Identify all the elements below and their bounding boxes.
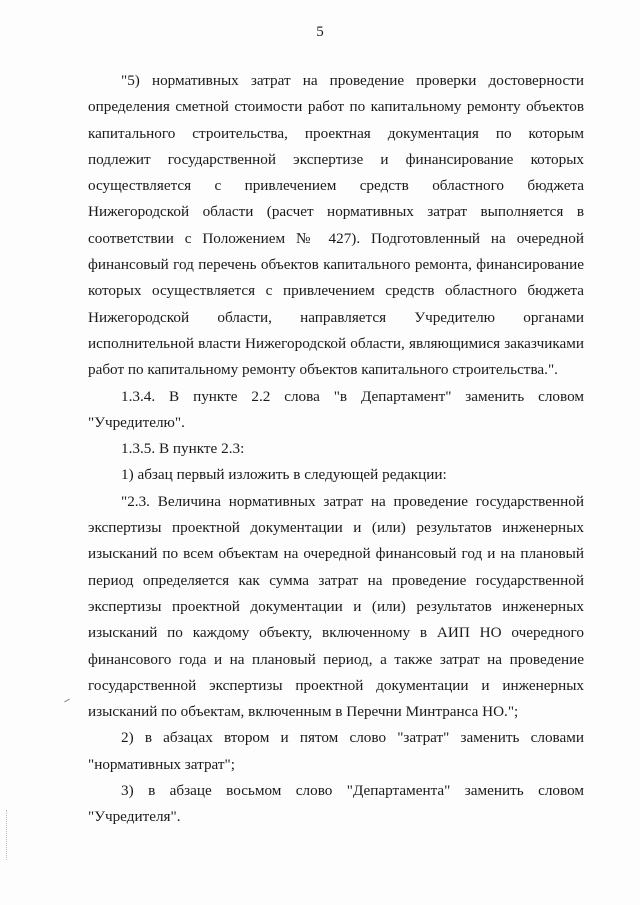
paragraph-subitem-2: 2) в абзацах втором и пятом слово "затрат" заменить словами "нормативных затрат"; <box>88 729 584 773</box>
page-number: 5 <box>316 24 324 40</box>
paragraph-item-5-normative-costs: "5) нормативных затрат на проведение проверки достоверности определения сметной стоимости работ по капитальному ремонту объектов капитального строительства, проектная документация по которым подлежит государственной экспертизе и финансирование которых осуществляется с привлечением средств областного бюджета Нижегородской области (расчет нормативных затрат выполняется в соответствии с Положением № 427). Подготовленный на очередной финансовый год перечень объектов капитального ремонта, финансирование которых осуществляется с привлечением средств областного бюджета Нижегородской области, направляется Учредителю органами исполнительной власти Нижегородской области, являющимися заказчиками работ по капитальному ремонту объектов капитального строительства.". <box>88 72 584 379</box>
margin-mark <box>64 699 70 703</box>
paragraph-1-3-4: 1.3.4. В пункте 2.2 слова "в Департамент" заменить словом "Учредителю". <box>88 387 584 431</box>
paragraph-subitem-1: 1) абзац первый изложить в следующей редакции: <box>121 466 447 484</box>
paragraph-clause-2-3: "2.3. Величина нормативных затрат на проведение государственной экспертизы проектной документации и (или) результатов инженерных изысканий по всем объектам на очередной финансовый год и на плановый период определяется как сумма затрат на проведение государственной экспертизы проектной документации и (или) результатов инженерных изысканий по каждому объекту, включенному в АИП НО очередного финансового года и на плановый период, а также затрат на проведение государственной экспертизы проектной документации и инженерных изысканий по объектам, включенным в Перечни Минтранса НО."; <box>88 492 584 721</box>
document-body <box>88 68 584 831</box>
scan-edge-artifact <box>6 810 8 860</box>
paragraph-1-3-5: 1.3.5. В пункте 2.3: <box>121 440 245 458</box>
paragraph-subitem-3: 3) в абзаце восьмом слово "Департамента" заменить словом "Учредителя". <box>88 782 584 826</box>
